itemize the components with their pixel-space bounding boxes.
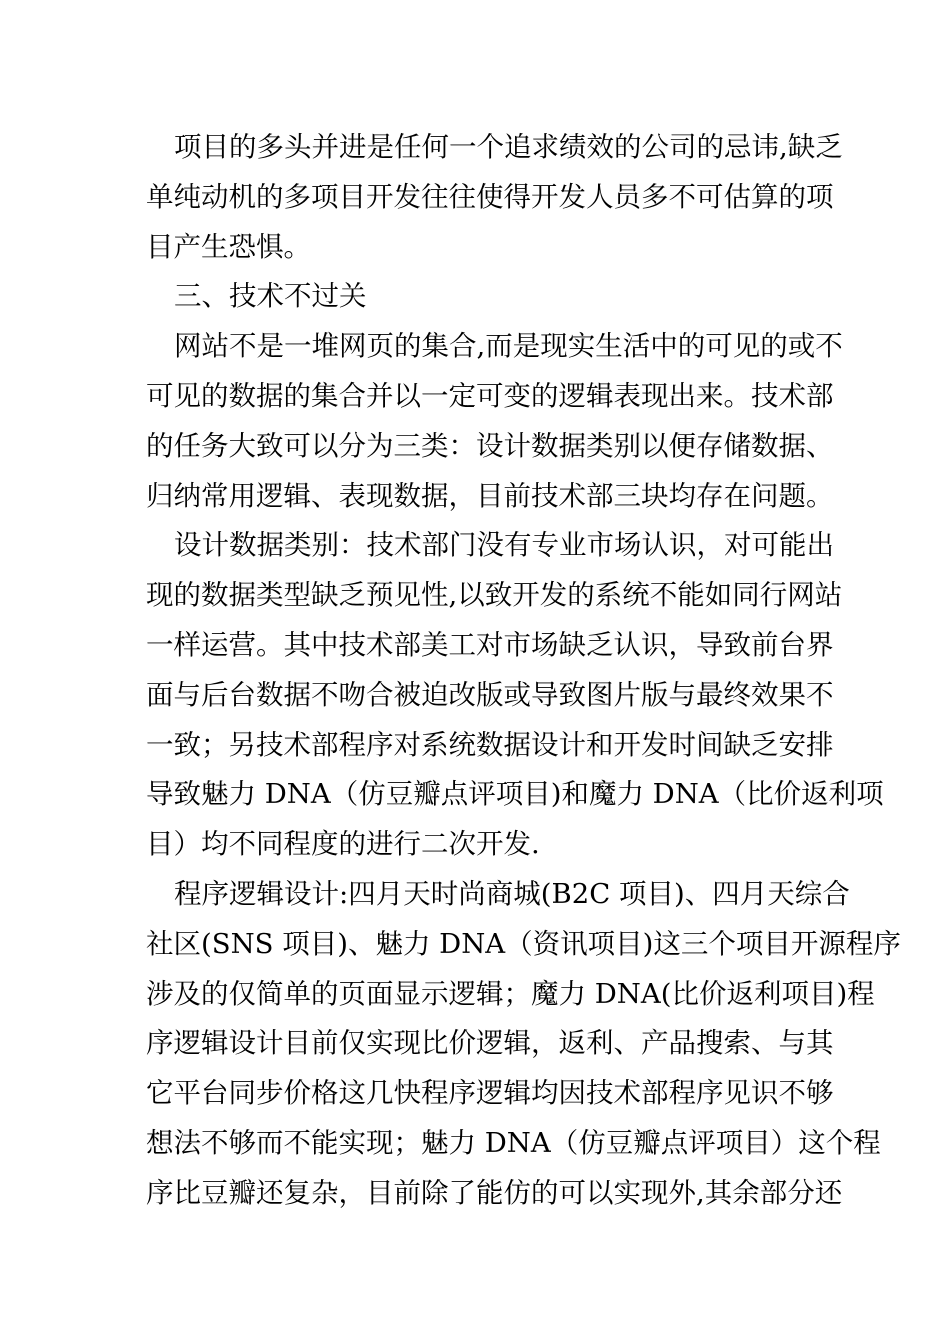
text-line: 序比豆瓣还复杂，目前除了能仿的可以实现外,其余部分还	[146, 1176, 843, 1209]
text-line: 想法不够而不能实现；魅力 DNA（仿豆瓣点评项目）这个程	[146, 1126, 881, 1159]
text-line: 社区(SNS 项目)、魅力 DNA（资讯项目)这三个项目开源程序	[146, 927, 901, 960]
text-line: 现的数据类型缺乏预见性,以致开发的系统不能如同行网站	[146, 579, 843, 612]
text-line: 可见的数据的集合并以一定可变的逻辑表现出来。技术部	[146, 379, 834, 412]
paragraph-website-data	[146, 322, 843, 521]
text-line: 面与后台数据不吻合被迫改版或导致图片版与最终效果不	[146, 678, 834, 711]
text-line: 一样运营。其中技术部美工对市场缺乏认识，导致前台界	[146, 628, 834, 661]
text-line: 归纳常用逻辑、表现数据，目前技术部三块均存在问题。	[146, 479, 834, 512]
text-line: 目产生恐惧。	[146, 230, 311, 263]
text-line: 一致；另技术部程序对系统数据设计和开发时间缺乏安排	[146, 728, 834, 761]
paragraph-project-focus	[146, 123, 843, 272]
text-line: 涉及的仅简单的页面显示逻辑；魔力 DNA(比价返利项目)程	[146, 977, 875, 1010]
section-heading	[146, 272, 810, 322]
text-line: 程序逻辑设计:四月天时尚商城(B2C 项目)、四月天综合	[174, 877, 850, 910]
text-line: 项目的多头并进是任何一个追求绩效的公司的忌讳,缺乏	[174, 131, 843, 163]
text-line: 它平台同步价格这几快程序逻辑均因技术部程序见识不够	[146, 1077, 834, 1110]
paragraph-program-logic-design	[146, 870, 901, 1219]
document-page	[146, 123, 901, 1219]
text-line: 设计数据类别：技术部门没有专业市场认识，对可能出	[174, 529, 834, 562]
text-line: 序逻辑设计目前仅实现比价逻辑，返利、产品搜索、与其	[146, 1027, 834, 1060]
text-line: 目）均不同程度的进行二次开发.	[146, 828, 540, 861]
heading-text: 三、技术不过关	[174, 280, 367, 313]
paragraph-data-category-design	[146, 521, 884, 870]
text-line: 单纯动机的多项目开发往往使得开发人员多不可估算的项	[146, 180, 834, 213]
text-line: 网站不是一堆网页的集合,而是现实生活中的可见的或不	[174, 330, 843, 363]
text-line: 导致魅力 DNA（仿豆瓣点评项目)和魔力 DNA（比价返利项	[146, 778, 884, 811]
text-line: 的任务大致可以分为三类：设计数据类别以便存储数据、	[146, 429, 834, 462]
